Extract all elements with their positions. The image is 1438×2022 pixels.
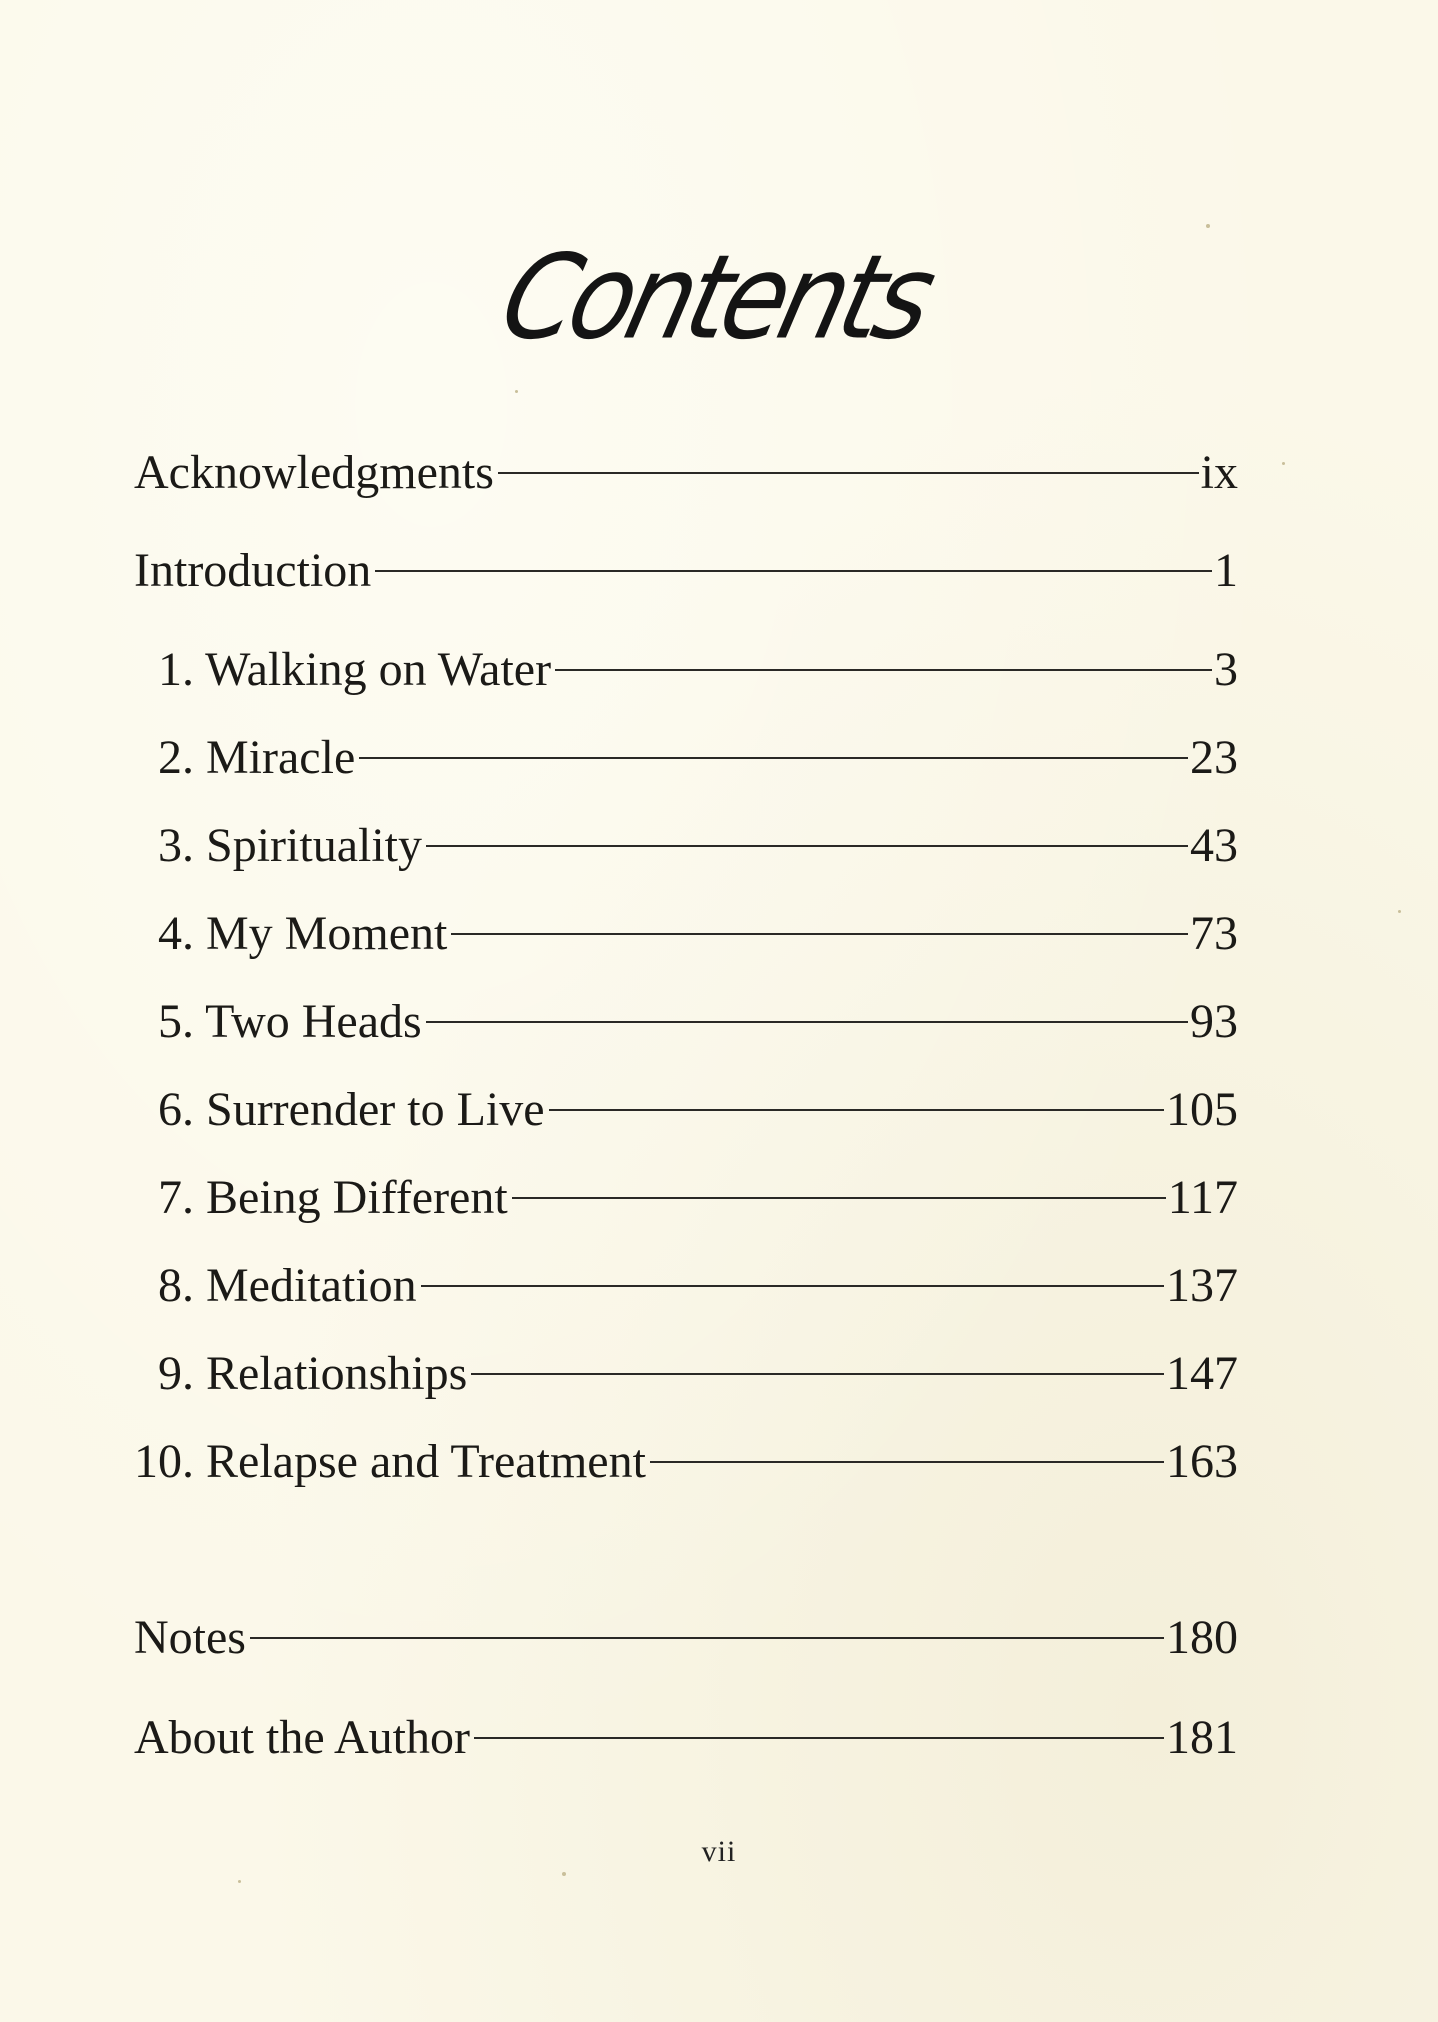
toc-entry-label: 7. Being Different [158, 1171, 508, 1224]
toc-entry-label: Notes [134, 1611, 246, 1664]
page-number: vii [701, 1835, 737, 1868]
toc-entry-label: About the Author [134, 1711, 470, 1764]
toc-entry-chapter-10[interactable] [134, 1430, 1238, 1494]
toc-entry-label: Introduction [134, 544, 372, 597]
toc-entry-page: 23 [1190, 731, 1238, 784]
toc-entry-label: 6. Surrender to Live [158, 1083, 545, 1136]
toc-entry-label: 9. Relationships [158, 1347, 468, 1400]
toc-entry-page: 163 [1166, 1435, 1238, 1488]
dot-leader [426, 1021, 1188, 1023]
toc-entry-page: 137 [1166, 1259, 1238, 1312]
toc-entry-page: 1 [1214, 544, 1238, 597]
toc-entry-about-the-author[interactable] [134, 1706, 1238, 1770]
paper-speck [1282, 462, 1285, 465]
toc-entry-chapter-7[interactable] [134, 1166, 1238, 1230]
toc-entry-acknowledgments[interactable] [134, 441, 1238, 505]
toc-entry-label: 3. Spirituality [158, 819, 422, 872]
dot-leader [426, 845, 1188, 847]
contents-title: Contents [489, 228, 943, 366]
dot-leader [471, 1373, 1164, 1375]
toc-entry-introduction[interactable] [134, 539, 1238, 603]
toc-entry-label: Acknowledgments [134, 446, 494, 499]
toc-entry-chapter-9[interactable] [134, 1342, 1238, 1406]
toc-entry-chapter-3[interactable] [134, 814, 1238, 878]
toc-entry-page: 117 [1167, 1171, 1238, 1224]
toc-entry-page: ix [1200, 446, 1238, 499]
toc-entry-page: 73 [1190, 907, 1238, 960]
toc-entry-chapter-8[interactable] [134, 1254, 1238, 1318]
toc-entry-chapter-5[interactable] [134, 990, 1238, 1054]
toc-entry-page: 147 [1166, 1347, 1238, 1400]
toc-entry-chapter-4[interactable] [134, 902, 1238, 966]
paper-speck [1398, 910, 1401, 913]
toc-entry-page: 43 [1190, 819, 1238, 872]
dot-leader [250, 1637, 1164, 1639]
toc-entry-label: 10. Relapse and Treatment [134, 1435, 646, 1488]
dot-leader [512, 1197, 1166, 1199]
dot-leader [451, 933, 1188, 935]
toc-entry-label: 8. Meditation [158, 1259, 417, 1312]
dot-leader [555, 669, 1212, 671]
toc-entry-page: 93 [1190, 995, 1238, 1048]
toc-entry-page: 105 [1166, 1083, 1238, 1136]
dot-leader [650, 1461, 1164, 1463]
toc-entry-chapter-1[interactable] [134, 638, 1238, 702]
dot-leader [474, 1737, 1164, 1739]
table-of-contents [134, 0, 1238, 2022]
dot-leader [359, 757, 1188, 759]
toc-entry-page: 180 [1166, 1611, 1238, 1664]
toc-entry-page: 181 [1166, 1711, 1238, 1764]
toc-entry-label: 5. Two Heads [158, 995, 422, 1048]
toc-entry-label: 2. Miracle [158, 731, 356, 784]
dot-leader [421, 1285, 1164, 1287]
toc-entry-label: 4. My Moment [158, 907, 448, 960]
toc-entry-chapter-6[interactable] [134, 1078, 1238, 1142]
toc-entry-chapter-2[interactable] [134, 726, 1238, 790]
dot-leader [375, 570, 1212, 572]
toc-entry-page: 3 [1214, 643, 1238, 696]
dot-leader [498, 472, 1199, 474]
toc-entry-notes[interactable] [134, 1606, 1238, 1670]
dot-leader [549, 1109, 1164, 1111]
toc-entry-label: 1. Walking on Water [158, 643, 552, 696]
